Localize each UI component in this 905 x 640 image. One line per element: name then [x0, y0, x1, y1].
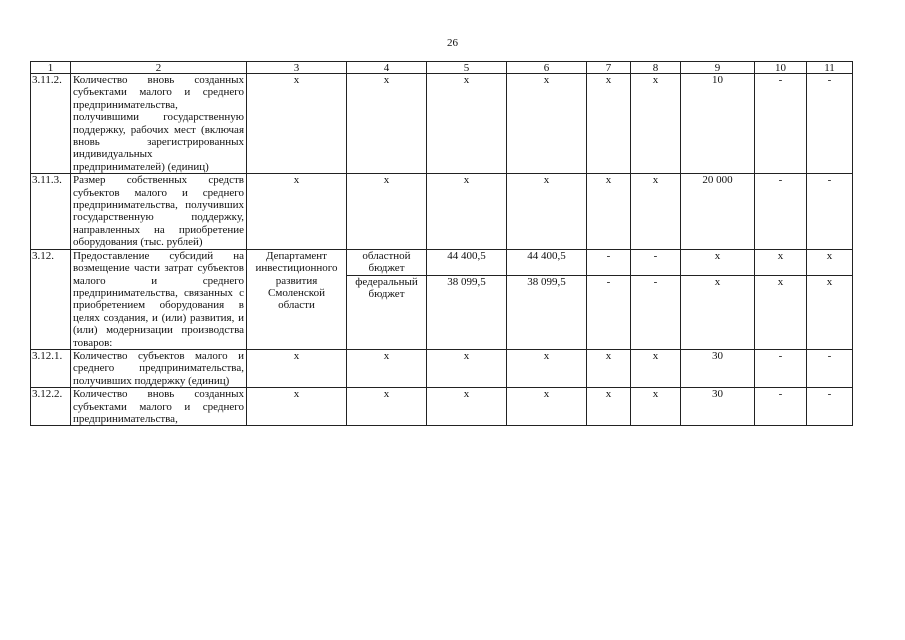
cell: x	[507, 388, 587, 426]
responsible-department: Департамент инвестиционного развития Смоленской области	[247, 249, 347, 349]
cell: x	[755, 275, 807, 349]
cell: -	[587, 249, 631, 275]
row-description: Количество вновь созданных субъектами малого и среднего предпринимательства,	[71, 388, 247, 426]
cell: x	[587, 74, 631, 174]
cell: 20 000	[681, 174, 755, 249]
cell: x	[587, 174, 631, 249]
cell: -	[587, 275, 631, 349]
cell: x	[507, 349, 587, 387]
cell: x	[507, 74, 587, 174]
cell: x	[631, 349, 681, 387]
cell: 30	[681, 349, 755, 387]
header-cell: 6	[507, 62, 587, 74]
cell: -	[755, 174, 807, 249]
cell: -	[807, 174, 853, 249]
cell: x	[427, 349, 507, 387]
cell: x	[681, 249, 755, 275]
cell: x	[247, 174, 347, 249]
cell: -	[755, 74, 807, 174]
cell: x	[347, 349, 427, 387]
funding-source: областной бюджет	[347, 249, 427, 275]
row-description: Предоставление субсидий на возмещение части затрат субъектов малого и среднего предпринимательства, связанных с приобретением оборудования в целях создания, и (или) развития, и (или) модернизации производства товаров:	[71, 249, 247, 349]
cell: x	[247, 388, 347, 426]
cell: x	[427, 74, 507, 174]
table-row	[31, 74, 853, 174]
table-row	[31, 174, 853, 249]
cell: x	[631, 388, 681, 426]
cell: x	[631, 74, 681, 174]
header-cell: 8	[631, 62, 681, 74]
cell: x	[507, 174, 587, 249]
cell: -	[755, 388, 807, 426]
header-cell: 9	[681, 62, 755, 74]
header-cell: 10	[755, 62, 807, 74]
cell: 10	[681, 74, 755, 174]
program-table	[30, 61, 853, 426]
cell: x	[347, 174, 427, 249]
header-row	[31, 62, 853, 74]
header-cell: 4	[347, 62, 427, 74]
cell: x	[247, 349, 347, 387]
row-number: 3.11.3.	[31, 174, 71, 249]
cell: x	[587, 388, 631, 426]
cell: -	[631, 275, 681, 349]
row-description: Количество субъектов малого и среднего предпринимательства, получивших поддержку (единиц)	[71, 349, 247, 387]
cell: 44 400,5	[507, 249, 587, 275]
table-row	[31, 388, 853, 426]
cell: x	[247, 74, 347, 174]
header-cell: 2	[71, 62, 247, 74]
table-row	[31, 249, 853, 275]
header-cell: 11	[807, 62, 853, 74]
cell: -	[807, 388, 853, 426]
cell: x	[807, 249, 853, 275]
header-cell: 7	[587, 62, 631, 74]
header-cell: 1	[31, 62, 71, 74]
cell: x	[427, 388, 507, 426]
row-number: 3.12.	[31, 249, 71, 349]
cell: 38 099,5	[427, 275, 507, 349]
cell: x	[427, 174, 507, 249]
cell: 44 400,5	[427, 249, 507, 275]
cell: x	[755, 249, 807, 275]
cell: 38 099,5	[507, 275, 587, 349]
cell: -	[755, 349, 807, 387]
table-row	[31, 349, 853, 387]
cell: x	[631, 174, 681, 249]
cell: -	[807, 74, 853, 174]
cell: -	[807, 349, 853, 387]
cell: x	[347, 74, 427, 174]
row-number: 3.11.2.	[31, 74, 71, 174]
cell: x	[587, 349, 631, 387]
header-cell: 3	[247, 62, 347, 74]
row-description: Количество вновь созданных субъектами малого и среднего предпринимательства, получившими государственную поддержку, рабочих мест (включая вновь зарегистрированных индивидуальных предпринимателей) (единиц)	[71, 74, 247, 174]
row-number: 3.12.2.	[31, 388, 71, 426]
cell: 30	[681, 388, 755, 426]
cell: x	[347, 388, 427, 426]
row-description: Размер собственных средств субъектов малого и среднего предпринимательства, получивших государственную поддержку, направленных на приобретение оборудования (тыс. рублей)	[71, 174, 247, 249]
cell: x	[807, 275, 853, 349]
cell: x	[681, 275, 755, 349]
page-number: 26	[447, 37, 458, 49]
header-cell: 5	[427, 62, 507, 74]
row-number: 3.12.1.	[31, 349, 71, 387]
funding-source: федеральный бюджет	[347, 275, 427, 349]
cell: -	[631, 249, 681, 275]
